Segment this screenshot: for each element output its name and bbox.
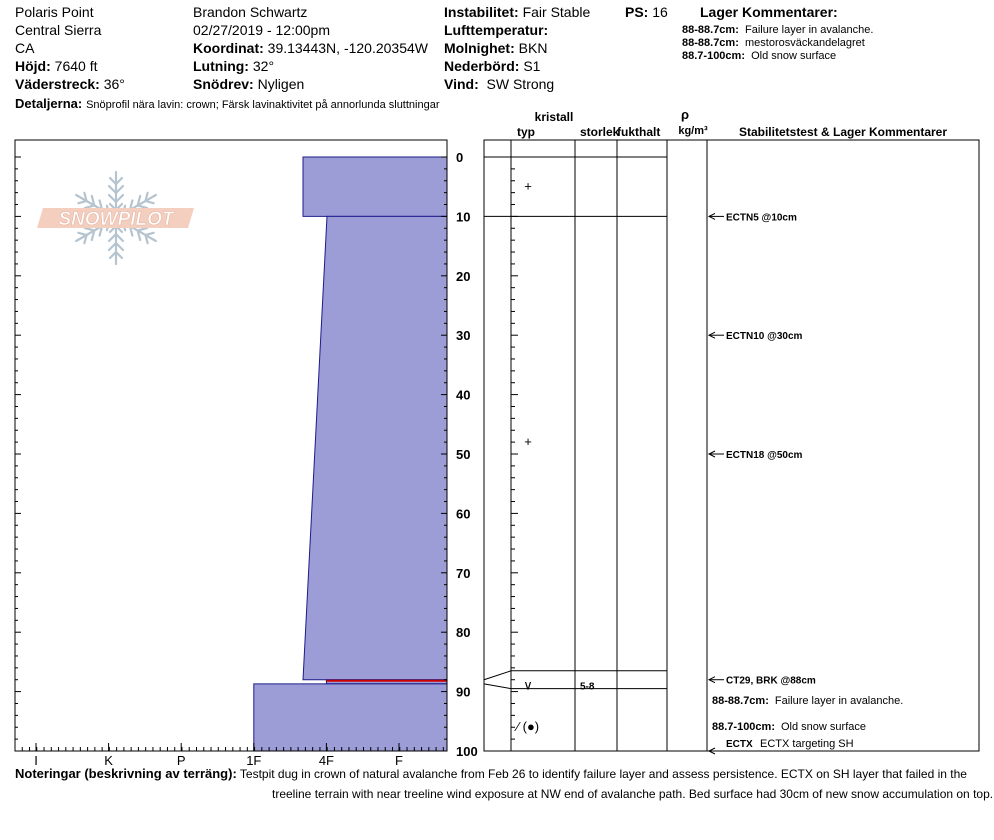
crystal-symbol: ⁄ (●) xyxy=(516,719,540,735)
right-layer-comment-range: 88-88.7cm: xyxy=(712,695,769,707)
crystal-symbol: + xyxy=(524,178,532,194)
depth-tick-label: 50 xyxy=(456,447,471,462)
stability-test-label: ECTN10 @30cm xyxy=(726,331,803,343)
right-layer-comment xyxy=(712,695,903,707)
fukthalt-header: fukthalt xyxy=(617,125,661,139)
notes-line1 xyxy=(15,767,994,781)
elevation-value: 7640 ft xyxy=(54,58,98,74)
sky-label: Molnighet: xyxy=(444,40,515,56)
crystal-size: 5-8 xyxy=(580,681,595,693)
layer-comment-range: 88.7-100cm: xyxy=(682,50,745,62)
stability-test-label: ECTN18 @50cm xyxy=(726,450,803,461)
depth-tick-label: 40 xyxy=(456,387,471,403)
kristall-header: kristall xyxy=(534,110,574,124)
snow-layer xyxy=(254,684,447,751)
crystal-symbol: + xyxy=(524,434,532,450)
stability-test-comment: ECTX targeting SH xyxy=(760,738,854,750)
right-layer-comment xyxy=(712,721,866,733)
stability-test-label: CT29, BRK @88cm xyxy=(726,675,816,687)
right-layer-comment-range: 88.7-100cm: xyxy=(712,721,775,733)
coordinate-value: 39.13443N, -120.20354W xyxy=(267,40,428,56)
notes-line2: treeline terrain with near treeline wind exposure at NW end of avalanche path. Bed surface had 30cm of new snow accumulation on top. xyxy=(272,787,994,801)
details-value: Snöprofil nära lavin: crown; Färsk lavinaktivitet på annorlunda sluttningar xyxy=(86,99,440,111)
rho-header: ρ xyxy=(680,107,690,122)
elevation-label: Höjd: xyxy=(15,58,51,74)
slope-label: Lutning: xyxy=(193,58,249,74)
layer-comment-range: 88-88.7cm: xyxy=(682,37,739,49)
wind-label: Vind: xyxy=(444,76,479,92)
depth-tick-label: 70 xyxy=(456,565,471,581)
right-layer-comment-text: Old snow surface xyxy=(781,721,866,733)
stability-test-label: ECTN5 @10cm xyxy=(726,212,797,224)
typ-header: typ xyxy=(517,125,535,139)
aspect-label: Väderstreck: xyxy=(15,76,100,92)
instability-label: Instabilitet: xyxy=(444,4,519,20)
depth-tick-label: 60 xyxy=(456,506,471,522)
state-name: CA xyxy=(15,40,35,56)
layer-comment-text: Failure layer in avalanche. xyxy=(745,24,874,36)
notes-text-1: Testpit dug in crown of natural avalanche from Feb 26 to identify failure layer and assess persistence. ECTX on SH layer that failed in the xyxy=(239,767,967,781)
range-name: Central Sierra xyxy=(15,22,102,38)
hardness-tick-label: I xyxy=(34,753,38,768)
details-label: Detaljerna: xyxy=(15,96,83,111)
logo-text: SNOWPILOT xyxy=(58,209,174,230)
drift-label: Snödrev: xyxy=(193,76,254,92)
hardness-tick-label: P xyxy=(176,753,186,768)
depth-tick-label: 10 xyxy=(456,209,471,225)
layer-comment-range: 88-88.7cm: xyxy=(682,24,739,36)
airtemp-label: Lufttemperatur: xyxy=(444,22,549,38)
drift-value: Nyligen xyxy=(257,76,305,92)
hardness-tick-label: F xyxy=(395,753,403,768)
depth-tick-label: 90 xyxy=(456,684,471,700)
layer-connector xyxy=(484,684,511,689)
aspect-value: 36° xyxy=(103,76,125,92)
observer-name: Brandon Schwartz xyxy=(193,4,308,20)
right-layer-comment-text: Failure layer in avalanche. xyxy=(774,695,904,707)
depth-tick-label: 20 xyxy=(456,268,471,284)
ps-label: PS: xyxy=(625,4,649,20)
depth-tick-label: 0 xyxy=(456,150,464,165)
snow-layer xyxy=(303,157,447,216)
snow-layer xyxy=(303,216,447,679)
stability-test-label: ECTX xyxy=(726,739,753,750)
hardness-tick-label: K xyxy=(104,753,113,768)
crystal-table-frame xyxy=(484,140,979,751)
layer-comment-text: Old snow surface xyxy=(751,50,837,62)
layer-connector xyxy=(484,671,511,680)
depth-tick-label: 100 xyxy=(456,744,478,759)
crystal-symbol: ∨ xyxy=(523,677,533,693)
precip-label: Nederbörd: xyxy=(444,58,520,74)
hardness-tick-label: 1F xyxy=(246,753,262,768)
depth-tick-label: 30 xyxy=(456,328,471,344)
layer-comments-title: Lager Kommentarer: xyxy=(700,4,838,20)
coordinate-label: Koordinat: xyxy=(193,40,264,56)
notes-label: Noteringar (beskrivning av terräng): xyxy=(15,767,237,781)
hardness-tick-label: 4F xyxy=(318,753,334,768)
location-name: Polaris Point xyxy=(15,4,94,20)
wind-value: SW Strong xyxy=(486,76,555,92)
layer-comment-text: mestorosväckandelagret xyxy=(745,37,865,49)
stability-header: Stabilitetstest & Lager Kommentarer xyxy=(738,125,948,139)
ps-value: 16 xyxy=(652,4,668,20)
observation-datetime: 02/27/2019 - 12:00pm xyxy=(193,22,330,38)
slope-value: 32° xyxy=(252,58,275,74)
instability-value: Fair Stable xyxy=(522,4,591,20)
depth-tick-label: 80 xyxy=(456,625,471,641)
storlek-header: storlek xyxy=(580,125,620,139)
snowpilot-logo xyxy=(37,172,194,264)
density-unit-header: kg/m³ xyxy=(678,125,708,137)
sky-value: BKN xyxy=(518,40,548,56)
precip-value: S1 xyxy=(523,58,541,74)
